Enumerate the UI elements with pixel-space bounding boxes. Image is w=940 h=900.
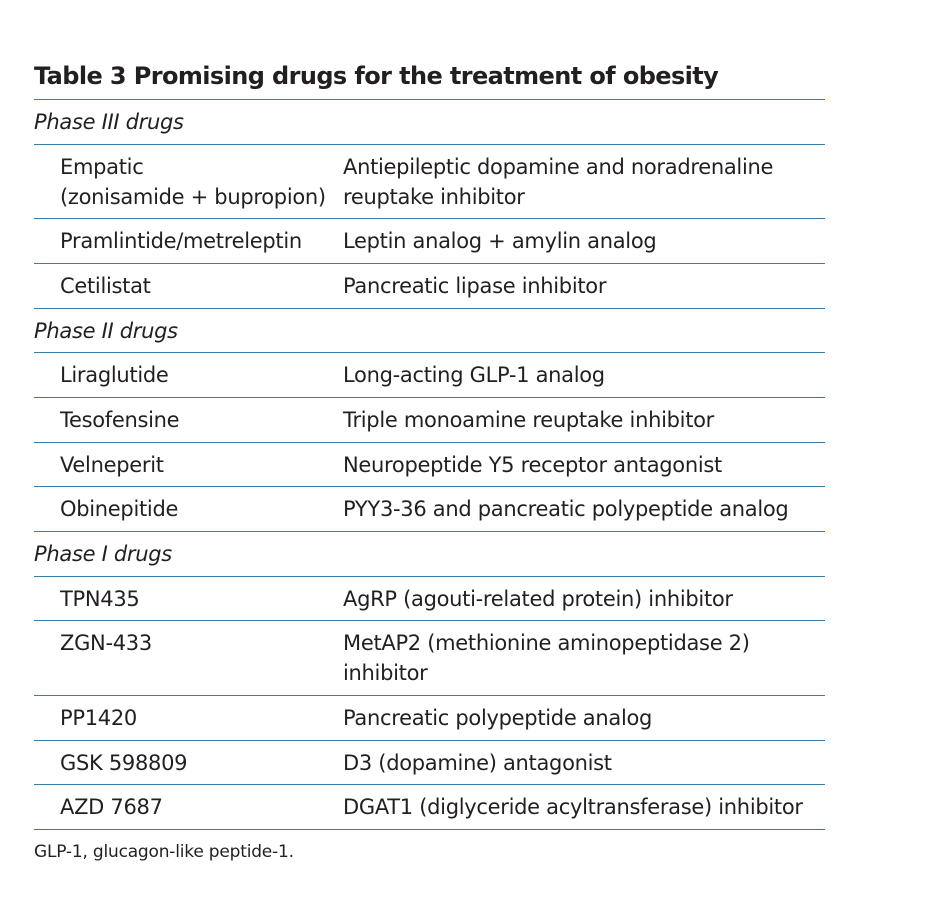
drug-name-cell: Velneperit — [34, 442, 343, 487]
table-footnote: GLP-1, glucagon-like peptide-1. — [34, 842, 294, 862]
drug-description-cell: D3 (dopamine) antagonist — [343, 740, 825, 785]
table-row — [34, 487, 825, 532]
drug-name-cell: PP1420 — [34, 695, 343, 740]
drug-name-cell: Obinepitide — [34, 487, 343, 532]
table-row — [34, 576, 825, 621]
drug-name-cell: TPN435 — [34, 576, 343, 621]
drug-description-cell: Pancreatic polypeptide analog — [343, 695, 825, 740]
drug-description-cell: Antiepileptic dopamine and noradrenaline reuptake inhibitor — [343, 144, 825, 219]
drug-description-cell: AgRP (agouti-related protein) inhibitor — [343, 576, 825, 621]
drug-name-cell: Cetilistat — [34, 263, 343, 308]
table-row — [34, 740, 825, 785]
drug-description-cell: Long-acting GLP-1 analog — [343, 353, 825, 398]
phase-label: Phase III drugs — [34, 100, 825, 145]
table-row — [34, 353, 825, 398]
drug-name-cell: Liraglutide — [34, 353, 343, 398]
table-row — [34, 397, 825, 442]
table-row — [34, 219, 825, 264]
phase-header-row — [34, 532, 825, 577]
table-row — [34, 144, 825, 219]
table-row — [34, 263, 825, 308]
drug-description-cell: MetAP2 (methionine aminopeptidase 2) inhibitor — [343, 621, 825, 696]
drug-description-cell: Neuropeptide Y5 receptor antagonist — [343, 442, 825, 487]
table-row — [34, 785, 825, 830]
phase-label: Phase II drugs — [34, 308, 825, 353]
drug-name-cell: ZGN-433 — [34, 621, 343, 696]
drug-name-cell: Pramlintide/metreleptin — [34, 219, 343, 264]
phase-header-row — [34, 308, 825, 353]
drug-name-cell: Tesofensine — [34, 397, 343, 442]
drug-description-cell: DGAT1 (diglyceride acyltransferase) inhibitor — [343, 785, 825, 830]
table-row — [34, 621, 825, 696]
phase-label: Phase I drugs — [34, 532, 825, 577]
drug-description-cell: PYY3-36 and pancreatic polypeptide analog — [343, 487, 825, 532]
phase-header-row — [34, 100, 825, 145]
drug-name-cell: GSK 598809 — [34, 740, 343, 785]
drug-description-cell: Triple monoamine reuptake inhibitor — [343, 397, 825, 442]
drug-name-cell: AZD 7687 — [34, 785, 343, 830]
table-row — [34, 442, 825, 487]
table-row — [34, 695, 825, 740]
drug-description-cell: Leptin analog + amylin analog — [343, 219, 825, 264]
drug-description-cell: Pancreatic lipase inhibitor — [343, 263, 825, 308]
drug-name-cell: Empatic (zonisamide + bupropion) — [34, 144, 343, 219]
table-title: Table 3 Promising drugs for the treatment of obesity — [34, 62, 719, 90]
drugs-table — [34, 99, 825, 830]
